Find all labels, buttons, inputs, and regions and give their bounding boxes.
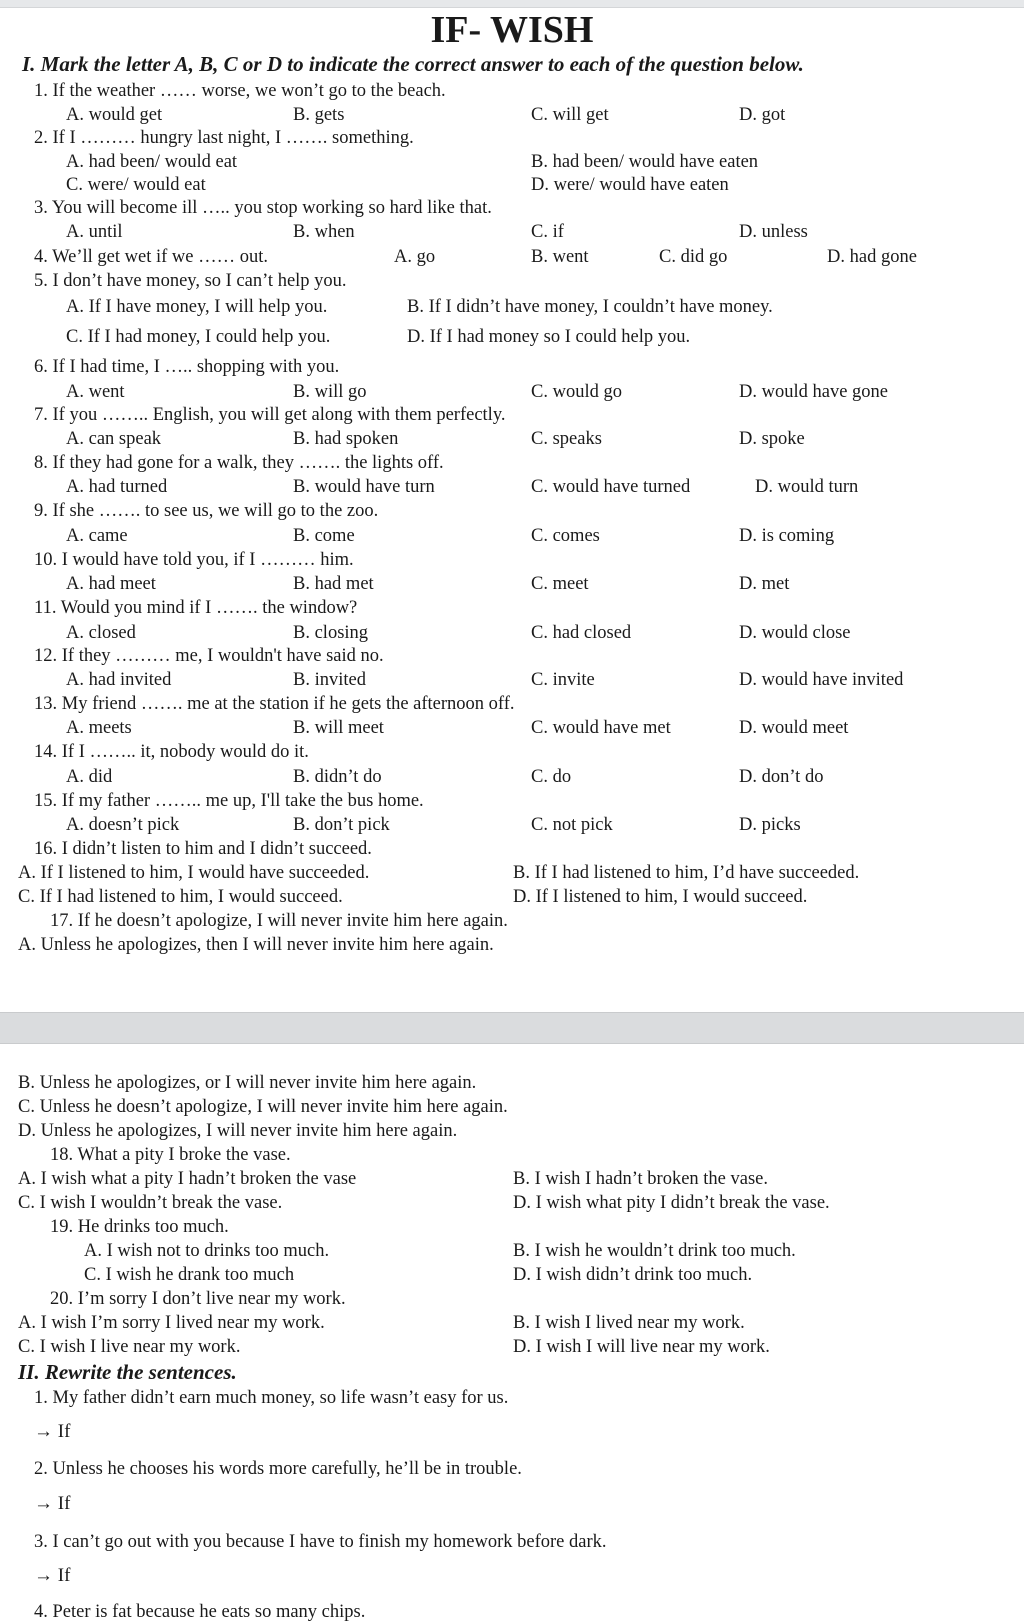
question-17-option-a[interactable]: A. Unless he apologizes, then I will never invite him here again. bbox=[18, 935, 494, 955]
question-9-option-d[interactable]: D. is coming bbox=[739, 526, 835, 546]
question-13-option-b[interactable]: B. will meet bbox=[293, 718, 384, 738]
question-20-option-a[interactable]: A. I wish I’m sorry I lived near my work. bbox=[18, 1313, 325, 1333]
question-9-option-a[interactable]: A. came bbox=[66, 526, 128, 546]
question-3-option-a[interactable]: A. until bbox=[66, 222, 123, 242]
rewrite-item-4: 4. Peter is fat because he eats so many chips. bbox=[34, 1602, 366, 1622]
question-12: 12. If they ……… me, I wouldn't have said no. bbox=[34, 646, 384, 666]
question-16-option-c[interactable]: C. If I had listened to him, I would succeed. bbox=[18, 887, 343, 907]
rewrite-item-2: 2. Unless he chooses his words more carefully, he’ll be in trouble. bbox=[34, 1459, 522, 1479]
question-14-option-a[interactable]: A. did bbox=[66, 767, 113, 787]
question-4-option-c[interactable]: C. did go bbox=[659, 247, 728, 267]
question-17-option-b[interactable]: B. Unless he apologizes, or I will never invite him here again. bbox=[18, 1073, 477, 1093]
question-4-option-b[interactable]: B. went bbox=[531, 247, 589, 267]
question-12-option-b[interactable]: B. invited bbox=[293, 670, 366, 690]
question-4-option-d[interactable]: D. had gone bbox=[827, 247, 917, 267]
question-17-option-d[interactable]: D. Unless he apologizes, I will never invite him here again. bbox=[18, 1121, 458, 1141]
question-14: 14. If I …….. it, nobody would do it. bbox=[34, 742, 309, 762]
question-8-option-c[interactable]: C. would have turned bbox=[531, 477, 691, 497]
question-5-option-d[interactable]: D. If I had money so I could help you. bbox=[407, 327, 691, 347]
question-7-option-b[interactable]: B. had spoken bbox=[293, 429, 399, 449]
question-20-option-b[interactable]: B. I wish I lived near my work. bbox=[513, 1313, 745, 1333]
section-2-heading: II. Rewrite the sentences. bbox=[18, 1360, 237, 1384]
question-19-option-b[interactable]: B. I wish he wouldn’t drink too much. bbox=[513, 1241, 796, 1261]
rewrite-answer-3[interactable]: → If bbox=[34, 1565, 71, 1586]
rewrite-answer-2[interactable]: → If bbox=[34, 1493, 71, 1514]
question-1-option-a[interactable]: A. would get bbox=[66, 105, 163, 125]
question-18: 18. What a pity I broke the vase. bbox=[50, 1145, 291, 1165]
page-break-divider bbox=[0, 1012, 1024, 1044]
section-1-heading: I. Mark the letter A, B, C or D to indicate the correct answer to each of the question below. bbox=[22, 52, 804, 76]
question-19-option-a[interactable]: A. I wish not to drinks too much. bbox=[84, 1241, 330, 1261]
rewrite-item-1: 1. My father didn’t earn much money, so life wasn’t easy for us. bbox=[34, 1388, 509, 1408]
question-18-option-a[interactable]: A. I wish what a pity I hadn’t broken the vase bbox=[18, 1169, 357, 1189]
question-10-option-a[interactable]: A. had meet bbox=[66, 574, 156, 594]
question-11-option-c[interactable]: C. had closed bbox=[531, 623, 632, 643]
question-4: 4. We’ll get wet if we …… out. bbox=[34, 247, 268, 267]
question-16: 16. I didn’t listen to him and I didn’t succeed. bbox=[34, 839, 372, 859]
question-18-option-b[interactable]: B. I wish I hadn’t broken the vase. bbox=[513, 1169, 769, 1189]
question-11-option-d[interactable]: D. would close bbox=[739, 623, 851, 643]
question-20: 20. I’m sorry I don’t live near my work. bbox=[50, 1289, 346, 1309]
question-15-option-b[interactable]: B. don’t pick bbox=[293, 815, 390, 835]
question-16-option-a[interactable]: A. If I listened to him, I would have succeeded. bbox=[18, 863, 370, 883]
question-15-option-a[interactable]: A. doesn’t pick bbox=[66, 815, 180, 835]
question-19-option-c[interactable]: C. I wish he drank too much bbox=[84, 1265, 295, 1285]
question-3-option-d[interactable]: D. unless bbox=[739, 222, 808, 242]
question-1: 1. If the weather …… worse, we won’t go to the beach. bbox=[34, 81, 446, 101]
question-5: 5. I don’t have money, so I can’t help you. bbox=[34, 271, 347, 291]
rewrite-item-3: 3. I can’t go out with you because I have to finish my homework before dark. bbox=[34, 1532, 607, 1552]
question-6-option-a[interactable]: A. went bbox=[66, 382, 125, 402]
question-8: 8. If they had gone for a walk, they ……. the lights off. bbox=[34, 453, 444, 473]
rewrite-answer-1[interactable]: → If bbox=[34, 1421, 71, 1442]
question-9-option-b[interactable]: B. come bbox=[293, 526, 355, 546]
question-10-option-d[interactable]: D. met bbox=[739, 574, 790, 594]
question-13-option-a[interactable]: A. meets bbox=[66, 718, 132, 738]
question-2-option-d[interactable]: D. were/ would have eaten bbox=[531, 175, 729, 195]
question-2: 2. If I ……… hungry last night, I ……. something. bbox=[34, 128, 414, 148]
question-8-option-b[interactable]: B. would have turn bbox=[293, 477, 435, 497]
question-17-option-c[interactable]: C. Unless he doesn’t apologize, I will never invite him here again. bbox=[18, 1097, 508, 1117]
question-19-option-d[interactable]: D. I wish didn’t drink too much. bbox=[513, 1265, 753, 1285]
question-17: 17. If he doesn’t apologize, I will never invite him here again. bbox=[50, 911, 508, 931]
question-3-option-c[interactable]: C. if bbox=[531, 222, 564, 242]
question-15-option-c[interactable]: C. not pick bbox=[531, 815, 613, 835]
question-8-option-d[interactable]: D. would turn bbox=[755, 477, 859, 497]
question-6: 6. If I had time, I ….. shopping with you. bbox=[34, 357, 340, 377]
question-15: 15. If my father …….. me up, I'll take the bus home. bbox=[34, 791, 424, 811]
question-2-option-b[interactable]: B. had been/ would have eaten bbox=[531, 152, 759, 172]
question-4-option-a[interactable]: A. go bbox=[394, 247, 436, 267]
question-5-option-c[interactable]: C. If I had money, I could help you. bbox=[66, 327, 331, 347]
question-2-option-a[interactable]: A. had been/ would eat bbox=[66, 152, 238, 172]
question-12-option-d[interactable]: D. would have invited bbox=[739, 670, 904, 690]
question-11-option-a[interactable]: A. closed bbox=[66, 623, 136, 643]
question-10: 10. I would have told you, if I ……… him. bbox=[34, 550, 354, 570]
question-7: 7. If you …….. English, you will get along with them perfectly. bbox=[34, 405, 506, 425]
question-20-option-c[interactable]: C. I wish I live near my work. bbox=[18, 1337, 241, 1357]
question-6-option-c[interactable]: C. would go bbox=[531, 382, 622, 402]
question-14-option-c[interactable]: C. do bbox=[531, 767, 572, 787]
question-10-option-c[interactable]: C. meet bbox=[531, 574, 589, 594]
question-3-option-b[interactable]: B. when bbox=[293, 222, 355, 242]
question-18-option-c[interactable]: C. I wish I wouldn’t break the vase. bbox=[18, 1193, 283, 1213]
question-1-option-c[interactable]: C. will get bbox=[531, 105, 609, 125]
page-title: IF- WISH bbox=[430, 9, 594, 51]
question-15-option-d[interactable]: D. picks bbox=[739, 815, 801, 835]
question-18-option-d[interactable]: D. I wish what pity I didn’t break the vase. bbox=[513, 1193, 830, 1213]
question-20-option-d[interactable]: D. I wish I will live near my work. bbox=[513, 1337, 770, 1357]
question-9: 9. If she ……. to see us, we will go to the zoo. bbox=[34, 501, 379, 521]
question-11: 11. Would you mind if I ……. the window? bbox=[34, 598, 358, 618]
question-10-option-b[interactable]: B. had met bbox=[293, 574, 374, 594]
question-13: 13. My friend ……. me at the station if he gets the afternoon off. bbox=[34, 694, 515, 714]
question-1-option-d[interactable]: D. got bbox=[739, 105, 786, 125]
question-14-option-b[interactable]: B. didn’t do bbox=[293, 767, 382, 787]
question-9-option-c[interactable]: C. comes bbox=[531, 526, 600, 546]
question-7-option-a[interactable]: A. can speak bbox=[66, 429, 162, 449]
question-8-option-a[interactable]: A. had turned bbox=[66, 477, 168, 497]
question-1-option-b[interactable]: B. gets bbox=[293, 105, 345, 125]
question-6-option-d[interactable]: D. would have gone bbox=[739, 382, 888, 402]
question-16-option-d[interactable]: D. If I listened to him, I would succeed. bbox=[513, 887, 808, 907]
question-5-option-b[interactable]: B. If I didn’t have money, I couldn’t have money. bbox=[407, 297, 773, 317]
question-16-option-b[interactable]: B. If I had listened to him, I’d have succeeded. bbox=[513, 863, 860, 883]
question-11-option-b[interactable]: B. closing bbox=[293, 623, 369, 643]
question-12-option-a[interactable]: A. had invited bbox=[66, 670, 172, 690]
question-13-option-c[interactable]: C. would have met bbox=[531, 718, 671, 738]
question-7-option-d[interactable]: D. spoke bbox=[739, 429, 805, 449]
question-6-option-b[interactable]: B. will go bbox=[293, 382, 367, 402]
question-14-option-d[interactable]: D. don’t do bbox=[739, 767, 824, 787]
question-2-option-c[interactable]: C. were/ would eat bbox=[66, 175, 206, 195]
question-19: 19. He drinks too much. bbox=[50, 1217, 229, 1237]
question-12-option-c[interactable]: C. invite bbox=[531, 670, 595, 690]
question-13-option-d[interactable]: D. would meet bbox=[739, 718, 849, 738]
question-5-option-a[interactable]: A. If I have money, I will help you. bbox=[66, 297, 328, 317]
question-3: 3. You will become ill ….. you stop working so hard like that. bbox=[34, 198, 492, 218]
question-7-option-c[interactable]: C. speaks bbox=[531, 429, 602, 449]
